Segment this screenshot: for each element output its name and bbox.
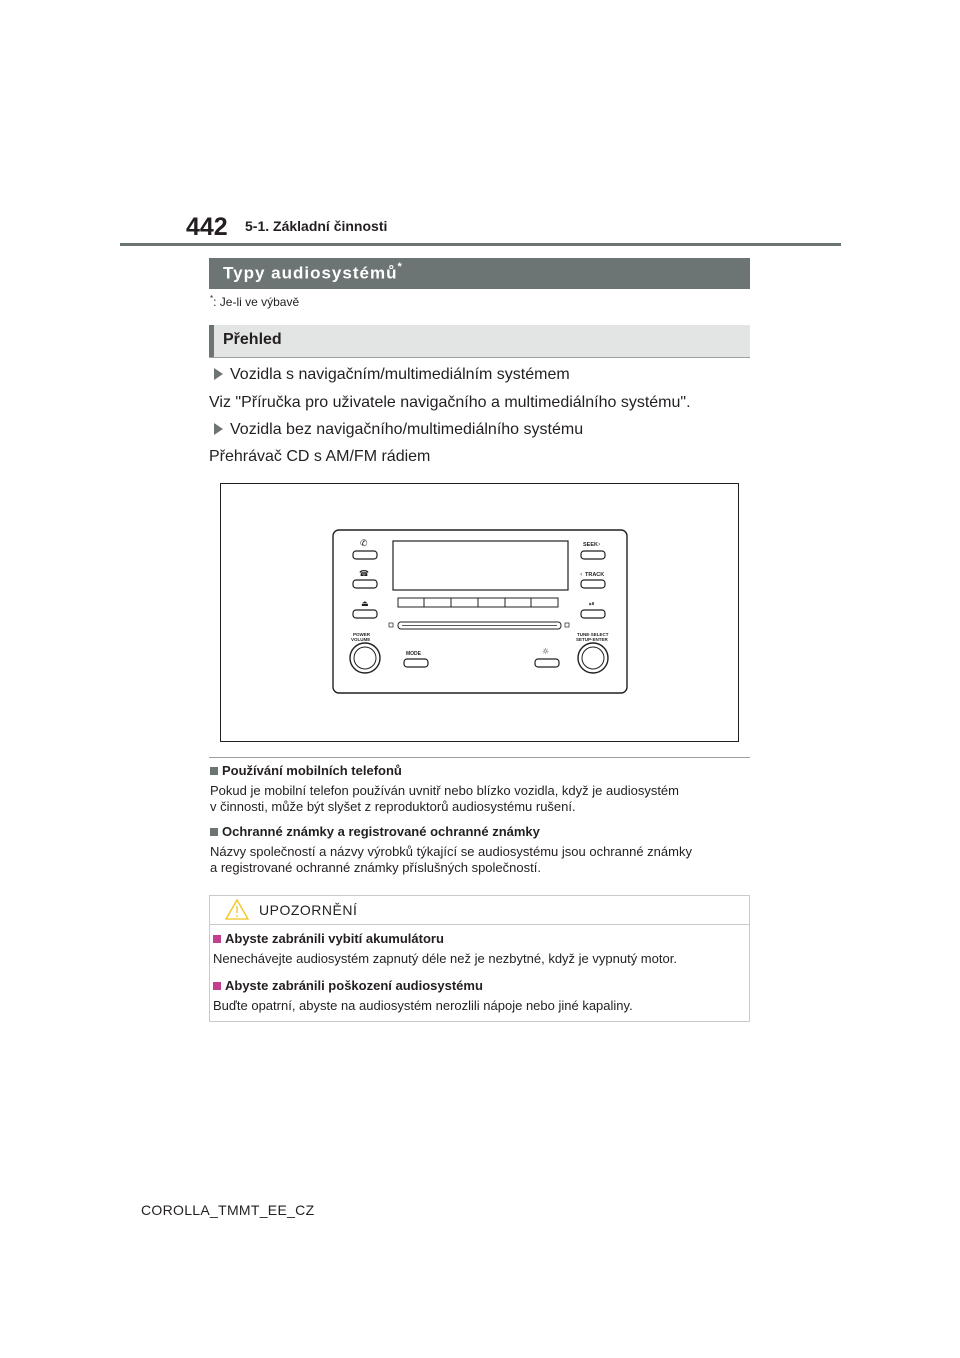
trademark-note-text-2: a registrované ochranné známky příslušných společností.	[210, 860, 541, 875]
radio-display	[393, 541, 568, 590]
square-bullet-icon	[213, 935, 221, 943]
brightness-icon: ☼	[542, 647, 550, 656]
section-header	[209, 325, 750, 357]
section-accent	[209, 325, 214, 357]
phone-note-heading-text: Používání mobilních telefonů	[222, 763, 402, 778]
caution-text-2: Buďte opatrní, abyste na audiosystém nerozlili nápoje nebo jiné kapaliny.	[213, 998, 633, 1013]
caution-heading-2-text: Abyste zabránili poškození audiosystému	[225, 978, 483, 993]
trademark-note-heading-text: Ochranné známky a registrované ochranné známky	[222, 824, 540, 839]
phone-note-text-1: Pokud je mobilní telefon používán uvnitř nebo blízko vozidla, když je audiosystém	[210, 783, 679, 798]
mode-button	[404, 659, 428, 667]
eject-icon: ⏏	[361, 599, 369, 608]
radio-illustration	[220, 483, 739, 742]
cd-player-text: Přehrávač CD s AM/FM rádiem	[209, 448, 431, 465]
section-title: Přehled	[223, 331, 282, 348]
page-title	[223, 263, 403, 284]
seek-label: SEEK	[583, 542, 598, 548]
volume-label: VOLUME	[351, 637, 371, 642]
caution-heading-1-text: Abyste zabránili vybití akumulátoru	[225, 931, 444, 946]
triangle-bullet-icon	[214, 423, 223, 435]
header-divider	[120, 243, 841, 246]
section-divider	[209, 357, 750, 358]
caution-title: UPOZORNĚNÍ	[259, 902, 358, 918]
seek-arrow-icon: ›	[598, 541, 601, 548]
footer-code: COROLLA_TMMT_EE_CZ	[141, 1202, 315, 1218]
footnote-text: : Je-li ve výbavě	[213, 295, 300, 309]
triangle-bullet-icon	[214, 368, 223, 380]
radio-panel-drawing	[221, 484, 740, 743]
caution-text-1: Nenechávejte audiosystém zapnutý déle než je nezbytné, když je vypnutý motor.	[213, 951, 677, 966]
track-label: TRACK	[585, 572, 605, 578]
caution-heading-2	[213, 978, 483, 993]
caution-heading-1	[213, 931, 444, 946]
brightness-button	[535, 659, 559, 667]
phone-note-heading	[210, 763, 402, 778]
square-bullet-icon	[210, 828, 218, 836]
bullet-navigation	[214, 366, 570, 384]
power-label: POWER	[353, 632, 371, 637]
bullet-no-navigation	[214, 421, 583, 439]
warning-icon	[224, 898, 250, 921]
chapter-title: 5-1. Základní činnosti	[245, 218, 388, 234]
page-title-text: Typy audiosystémů	[223, 263, 398, 283]
page-title-marker: *	[397, 261, 403, 273]
navigation-reference-text: Viz "Příručka pro uživatele navigačního a multimediálního systému".	[209, 394, 691, 411]
page-title-bar	[209, 258, 750, 289]
square-bullet-icon	[210, 767, 218, 775]
figure-divider	[209, 757, 750, 758]
phone-pickup-icon: ✆	[360, 539, 368, 549]
play-pause-icon: ⏯	[589, 600, 595, 608]
mode-label: MODE	[406, 651, 421, 657]
square-bullet-icon	[213, 982, 221, 990]
tune-select-label: TUNE·SELECT	[577, 632, 609, 637]
trademark-note-heading	[210, 824, 540, 839]
phone-hangup-icon: ☎	[359, 569, 369, 578]
page-number: 442	[186, 213, 228, 241]
trademark-note-text-1: Názvy společností a názvy výrobků týkající se audiosystému jsou ochranné známky	[210, 844, 692, 859]
setup-enter-label: SETUP·ENTER	[576, 637, 608, 642]
footnote	[210, 294, 299, 309]
track-arrow-icon: ‹	[580, 571, 583, 578]
phone-note-text-2: v činnosti, může být slyšet z reproduktorů audiosystému rušení.	[210, 799, 576, 814]
footnote-marker: *	[210, 294, 214, 303]
bullet-no-navigation-text: Vozidla bez navigačního/multimediálního systému	[230, 421, 584, 438]
bullet-navigation-text: Vozidla s navigačním/multimediálním systémem	[230, 366, 570, 383]
